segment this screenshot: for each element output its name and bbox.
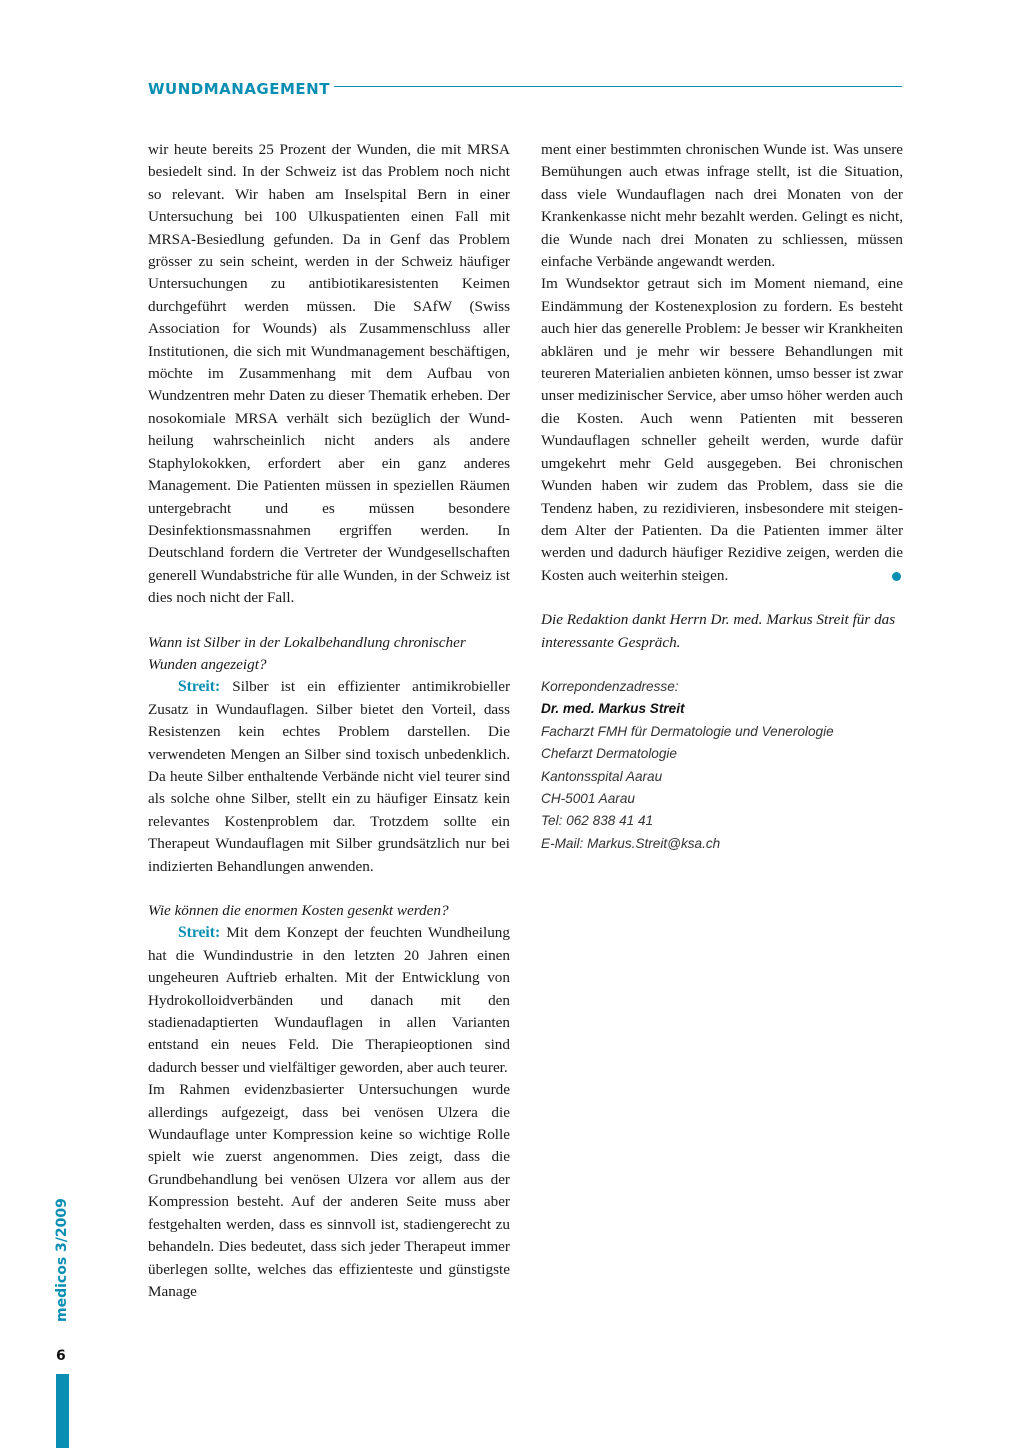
article-column-left: [148, 139, 510, 1303]
interview-answer: [148, 922, 510, 1079]
paragraph: wir heute bereits 25 Prozent der Wunden, die mit MRSA besiedelt sind. In der Schweiz ist das Problem noch nicht so relevant. Wir haben am Inselspital Bern in einer Untersuchung bei 100 Ulkuspatienten einen Fall mit MRSA-Besiedlung gefunden. Da in Genf das Problem grösser zu sein scheint, werden in der Schweiz häufiger Untersuchungen zu antibiotikaresistenten Keimen durchgeführt werden müssen. Die SAfW (Swiss Association for Wounds) als Zusammenschluss aller Institutionen, die sich mit Wundmanagement beschäftigen, möchte im Zusammenhang mit dem Aufbau von Wundzentren mehr Daten zu dieser Thematik erheben. Der nosokomiale MRSA verhält sich bezüglich der Wundheilung wahrscheinlich nicht anders als andere Staphylokokken, erfordert aber ein ganz anderes Management. Die Patienten müssen in speziellen Räumen untergebracht und es müssen besondere Desinfektionsmassnahmen ergriffen werden. In Deutschland fordern die Vertreter der Wundgesellschaften generell Wundabstriche für alle Wunden, in der Schweiz ist dies noch nicht der Fall.: [148, 141, 510, 607]
contact-label: Korrepondenzadresse:: [541, 678, 679, 694]
article-column-right: [541, 139, 903, 855]
contact-title: Facharzt FMH für Dermatologie und Venerologie: [541, 723, 834, 739]
interview-answer: [148, 676, 510, 878]
contact-hospital: Kantonsspital Aarau: [541, 768, 663, 784]
speaker-label: Streit:: [178, 924, 221, 942]
end-of-article-bullet-icon: [892, 572, 901, 581]
contact-phone: Tel: 062 838 41 41: [541, 813, 654, 829]
paragraph: [541, 273, 903, 587]
paragraph: Im Rahmen evidenzbasierter Untersuchungen wurde allerdings aufgezeigt, dass bei venösen Ulzera die Wundauflage unter Kompression keine so wichtige Rolle spielt wie zuerst angenommen. Dies zeigt, dass die Grundbehandlung bei venösen Ulzera vor allem aus der Kompression besteht. Auf der anderen Seite muss aber festgehalten werden, dass es sinnvoll ist, stadiengerecht zu behandeln. Dies bedeutet, dass sich jeder Therapeut immer überlegen sollte, welches das effizienteste und günstigste Manage: [148, 1081, 510, 1300]
section-title: WUNDMANAGEMENT: [148, 80, 334, 98]
interview-question: Wie können die enormen Kosten gesenkt werden?: [148, 902, 449, 919]
paragraph: ment einer bestimmten chronischen Wunde ist. Was unsere Bemühungen auch etwas infrage stellt, ist die Situation, dass viele Wundauflagen nach drei Monaten von der Krankenkasse nicht mehr bezahlt werden. Gelingt es nicht, die Wunde nach drei Monaten zu schliessen, müssen einfache Verbände angewandt werden.: [541, 141, 903, 271]
paragraph-text: Im Wundsektor getraut sich im Moment niemand, eine Eindämmung der Kostenexplosion zu fordern. Es besteht auch hier das generelle Problem: Je besser wir Krankheiten abklären und je mehr wir bessere Behandlungen mit teureren Materialien anbieten können, umso besser ist zwar unser medizinischer Service, aber umso höher werden auch die Kosten. Auch wenn Patienten mit besseren Wundauflagen schneller geheilt werden, wurde dafür umgekehrt mehr Geld ausgegeben. Bei chronischen Wunden haben wir zudem das Problem, dass sie die Tendenz haben, zu rezidivieren, insbesondere mit steigendem Alter der Patienten. Da die Patienten immer älter werden und dadurch häufiger Rezidive zeigen, werden die Kosten auch weiterhin steigen.: [541, 275, 903, 584]
interview-question: Wann ist Silber in der Lokalbehandlung chronischer Wunden angezeigt?: [148, 633, 466, 673]
page-accent-bar: [56, 1374, 69, 1448]
issue-label: medicos 3/2009: [54, 1198, 70, 1322]
contact-email: E-Mail: Markus.Streit@ksa.ch: [541, 835, 721, 851]
contact-city: CH-5001 Aarau: [541, 790, 635, 806]
thanks-note: Die Redaktion dankt Herrn Dr. med. Markus Streit für das interessante Gespräch.: [541, 611, 896, 651]
speaker-label: Streit:: [178, 678, 221, 696]
answer-text: Mit dem Konzept der feuchten Wundheilung hat die Wundindustrie in den letzten 20 Jahren einen ungeheuren Auftrieb erhalten. Mit der Entwicklung von Hydrokolloidverbänden und danach mit den stadienadaptierten Wundauflagen in allen Varianten entstand ein neues Feld. Die Therapieoptionen sind dadurch besser und vielfältiger geworden, aber auch teurer.: [148, 924, 510, 1076]
page-number: 6: [56, 1348, 66, 1364]
contact-name: Dr. med. Markus Streit: [541, 701, 685, 717]
answer-text: Silber ist ein effizienter antimikrobieller Zusatz in Wundauflagen. Silber bietet den Vorteil, dass Resistenzen kein echtes Problem darstellen. Die verwendeten Mengen an Silber sind toxisch unbedenklich. Da heute Silber enthaltende Verbände nicht viel teurer sind als solche ohne Silber, stellt ein zu häufiger Einsatz kein relevantes Kostenproblem dar. Trotzdem sollte ein Therapeut Wundauflagen mit Silber grundsätzlich nur bei indizierten Behandlungen anwenden.: [148, 678, 510, 875]
contact-position: Chefarzt Dermatologie: [541, 746, 677, 762]
